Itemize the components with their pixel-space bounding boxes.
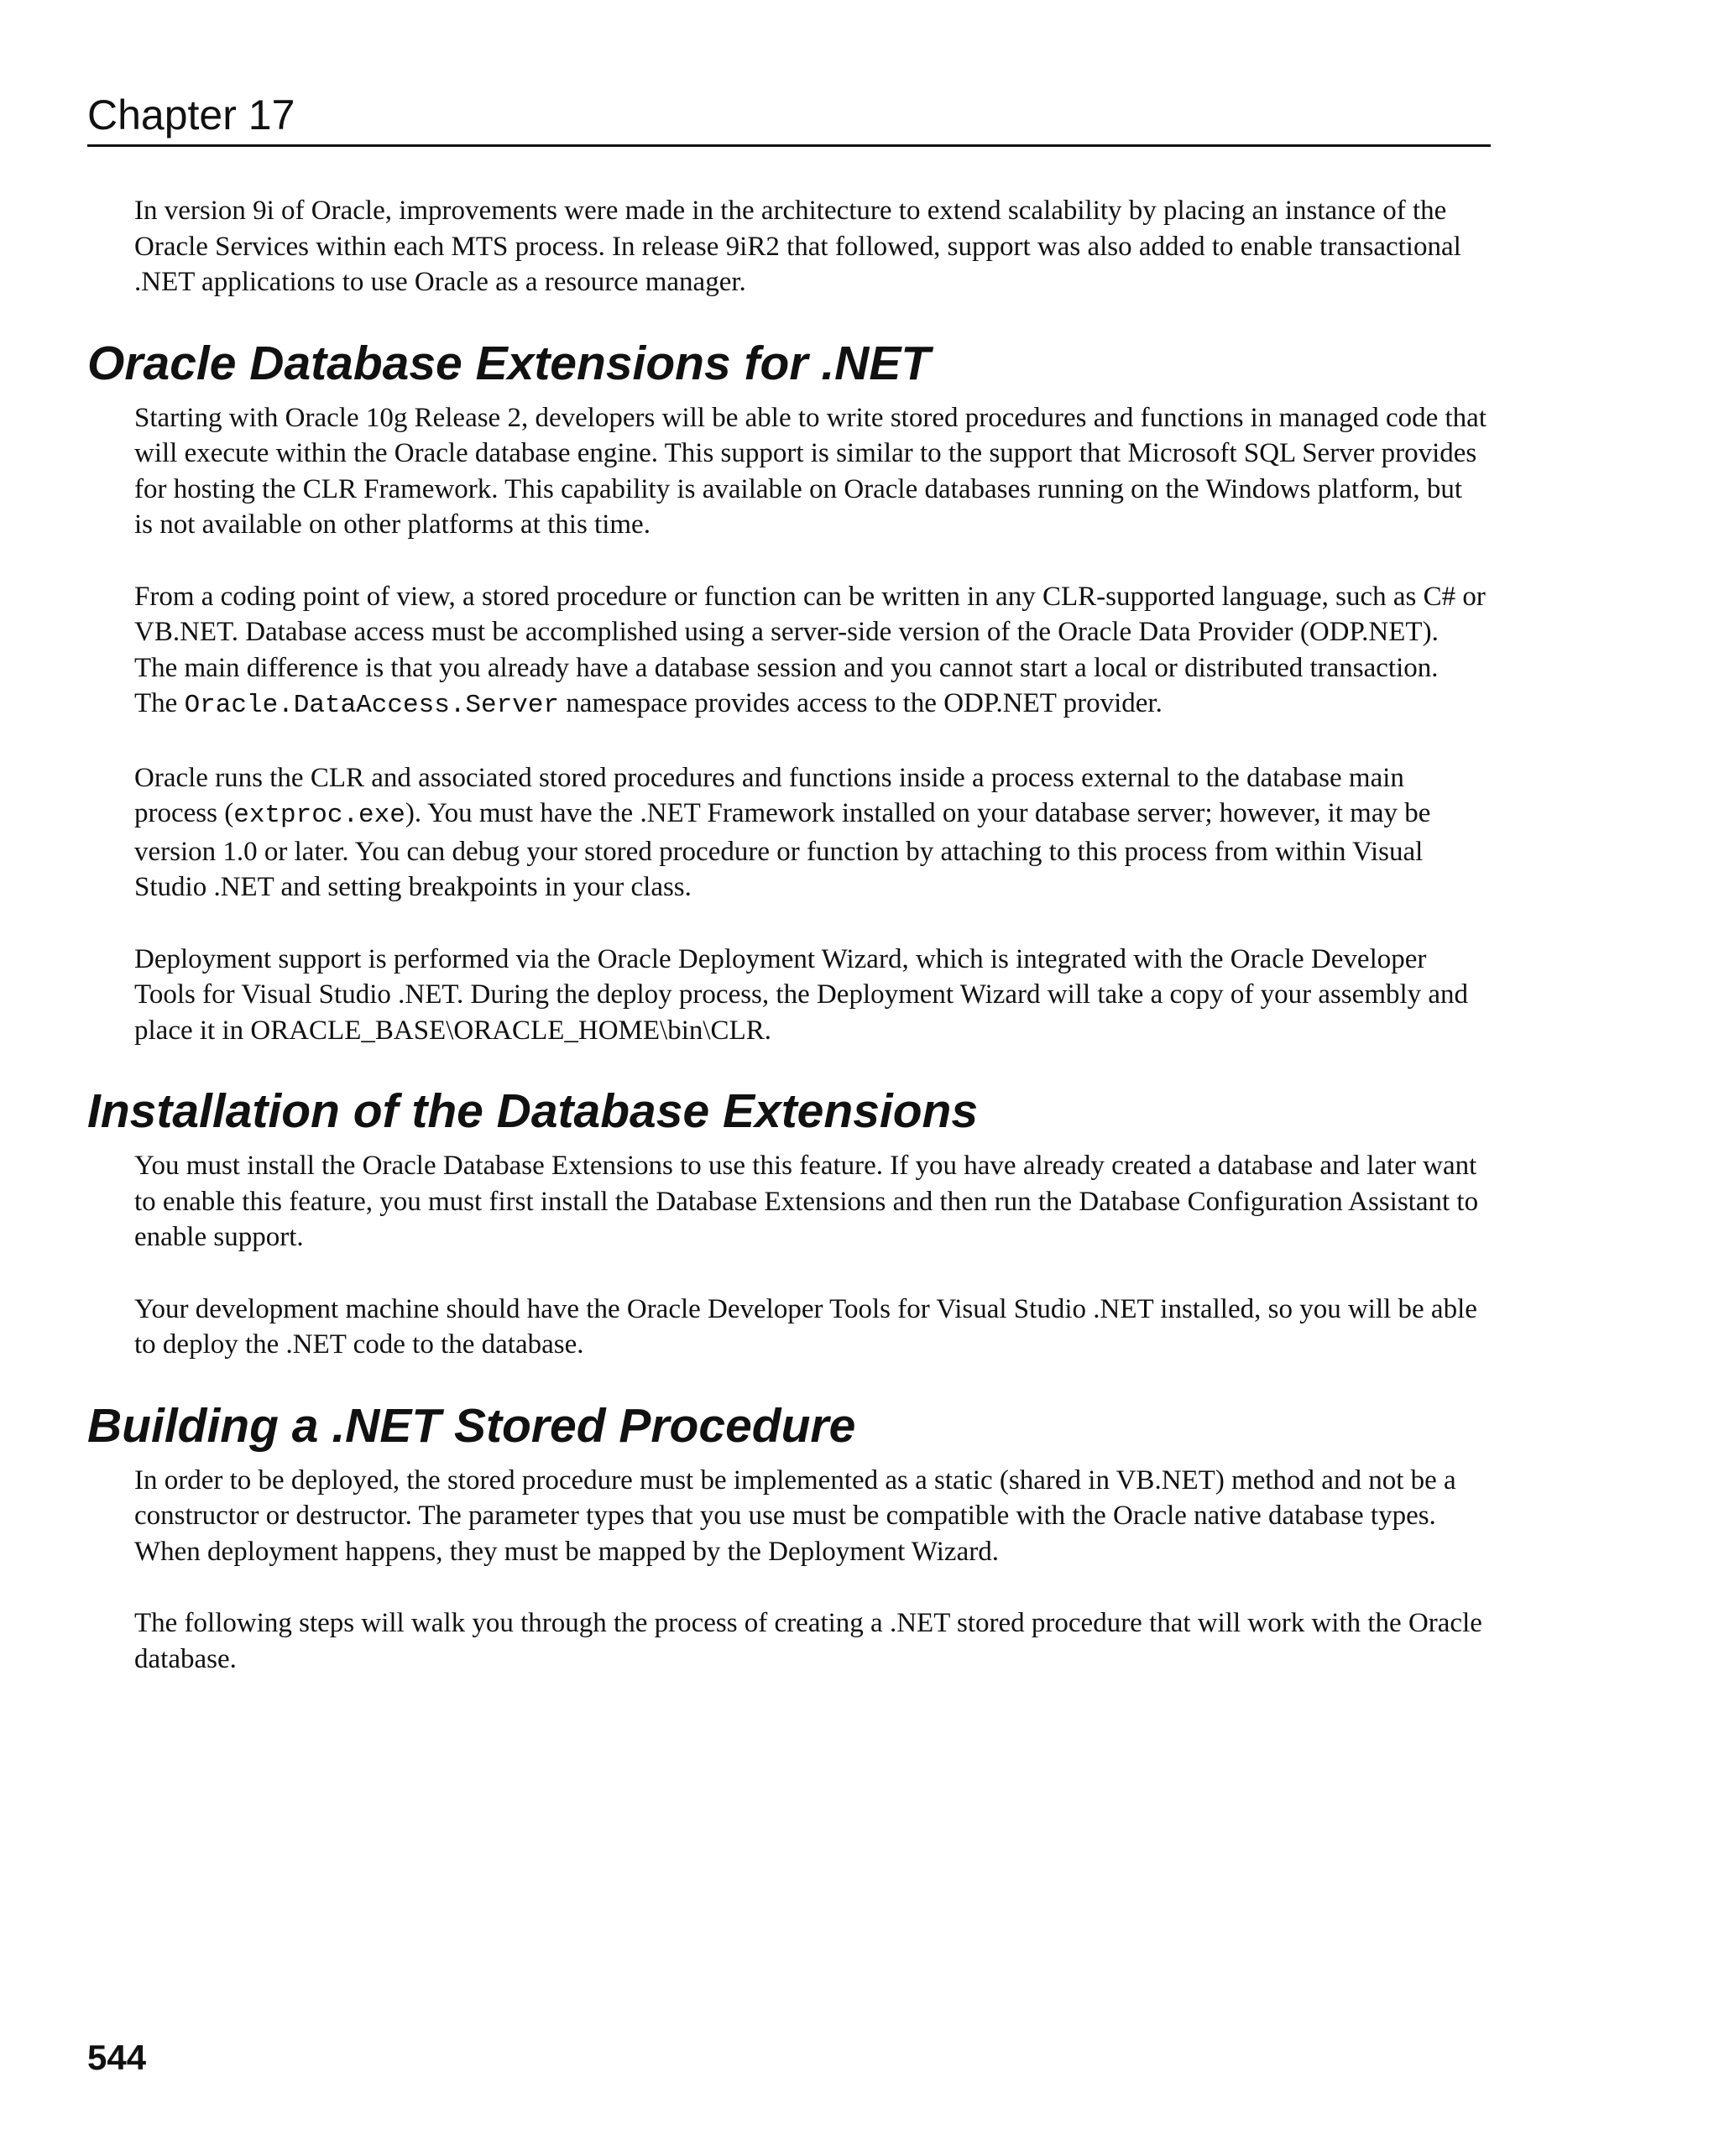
section2-paragraph-2: Your development machine should have the Oracle Developer Tools for Visual Studio .NET installed, so you will be able to deploy the .NET code to the database. (134, 1293, 1477, 1360)
page-content (87, 193, 1491, 1713)
text-run: Oracle runs the CLR and associated stored procedures and functions inside a process external to the database main process ( (134, 762, 1404, 828)
section2-paragraph-1: You must install the Oracle Database Extensions to use this feature. If you have already created a database and later want to enable this feature, you must first install the Database Extensions and then run the Database Configuration Assistant to enable support. (134, 1151, 1479, 1252)
section1-paragraph-3 (134, 760, 1487, 906)
section-heading-building: Building a .NET Stored Procedure (87, 1398, 856, 1453)
page-number: 544 (87, 2038, 147, 2077)
text-run: From a coding point of view, a stored procedure or function can be written in any CLR-supported language, such as C# or VB.NET. Database access must be accomplished using a server-side version of the Oracle Data Provider (ODP.NET). The main difference is that you already have a database session and you cannot start a local or distributed transaction. The (134, 581, 1486, 718)
section3-paragraph-2: The following steps will walk you through the process of creating a .NET stored procedure that will work with the Oracle database. (134, 1608, 1482, 1674)
text-run: ). You must have the .NET Framework installed on your database server; however, it may be version 1.0 or later. You can debug your stored procedure or function by attaching to this process from within Visual Studio .NET and setting breakpoints in your class. (134, 798, 1431, 902)
code-extproc: extproc.exe (233, 801, 405, 830)
section-heading-installation: Installation of the Database Extensions (87, 1084, 979, 1138)
section1-paragraph-4: Deployment support is performed via the Oracle Deployment Wizard, which is integrated with the Oracle Developer Tools for Visual Studio .NET. During the deploy process, the Deployment Wizard will take a copy of your assembly and place it in ORACLE_BASE\ORACLE_HOME\bin\CLR. (134, 943, 1469, 1046)
section1-paragraph-2 (134, 579, 1487, 724)
code-namespace: Oracle.DataAccess.Server (184, 691, 560, 720)
text-run: namespace provides access to the ODP.NET provider. (559, 688, 1163, 718)
chapter-header: Chapter 17 (87, 91, 1491, 147)
intro-paragraph: In version 9i of Oracle, improvements were made in the architecture to extend scalability by placing an instance of the Oracle Services within each MTS process. In release 9iR2 that followed, support was also added to enable transactional .NET applications to use Oracle as a resource manager. (134, 196, 1461, 297)
section-heading-oracle-extensions: Oracle Database Extensions for .NET (87, 336, 931, 390)
section3-paragraph-1: In order to be deployed, the stored procedure must be implemented as a static (shared in VB.NET) method and not be a constructor or destructor. The parameter types that you use must be compatible with the Oracle native database types. When deployment happens, they must be mapped by the Deployment Wizard. (134, 1464, 1456, 1567)
section1-paragraph-1: Starting with Oracle 10g Release 2, developers will be able to write stored procedures and functions in managed code that will execute within the Oracle database engine. This support is similar to the support that Microsoft SQL Server provides for hosting the CLR Framework. This capability is available on Oracle databases running on the Windows platform, but is not available on other platforms at this time. (134, 402, 1486, 540)
